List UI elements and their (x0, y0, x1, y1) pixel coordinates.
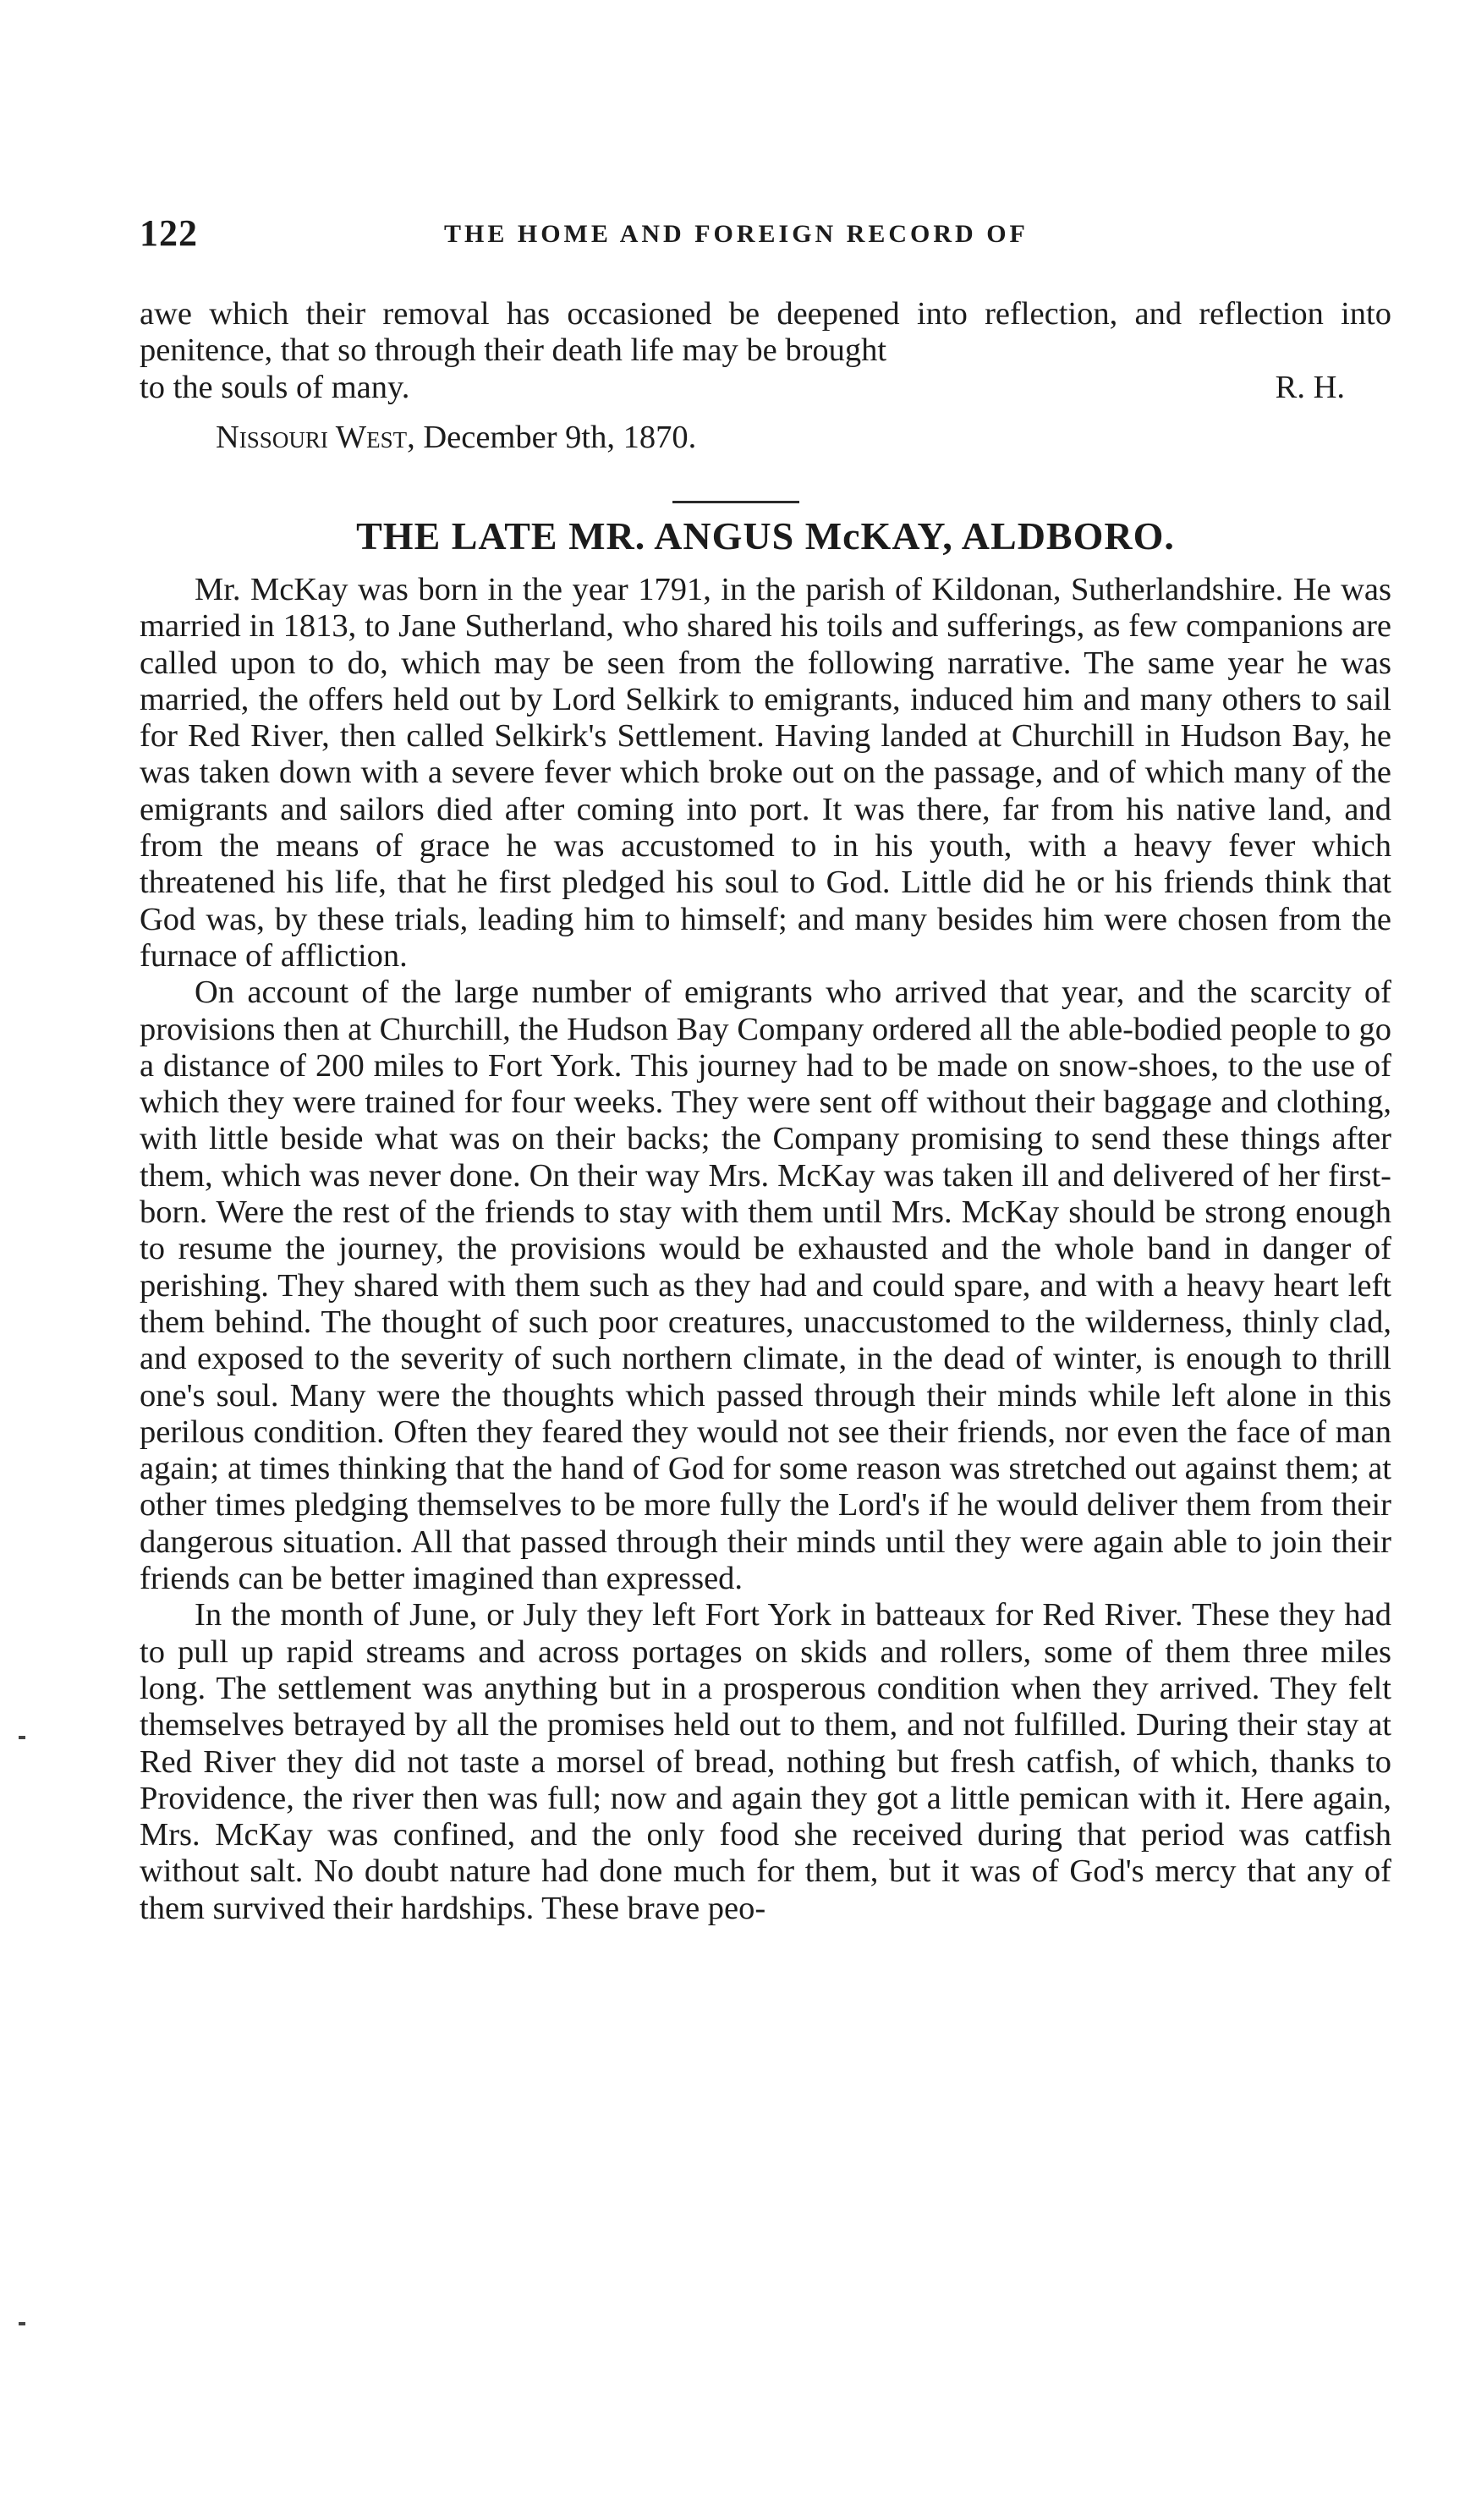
author-initials: R. H. (1275, 369, 1345, 405)
article-title: THE LATE MR. ANGUS McKAY, ALDBORO. (356, 514, 1175, 557)
dateline-place: Nissouri West, (216, 420, 415, 455)
paragraph-2: On account of the large number of emigrants who arrived that year, and the scarcity of provisions then at Churchill, the Hudson Bay Company ordered all the able-bodied people to go a distance of 200 miles to Fort York. This journey had to be made on snow-shoes, to the use of which they were trained for four weeks. They were sent off without their baggage and clothing, with little beside what was on their backs; the Company promising to send these things after them, which was never done. On their way Mrs. McKay was taken ill and delivered of her first-born. Were the rest of the friends to stay with them until Mrs. McKay should be strong enough to resume the journey, the provisions would be exhausted and the whole band in danger of perishing. They shared with them such as they had and could spare, and with a heavy heart left them behind. The thought of such poor creatures, unaccustomed to the wilderness, thinly clad, and exposed to the severity of such northern climate, in the dead of winter, is enough to thrill one's soul. Many were the thoughts which passed through their minds while left alone in this perilous condition. Often they feared they would not see their friends, nor even the face of man again; at times thinking that the hand of God for some reason was stretched out against them; at other times pledging themselves to be more fully the Lord's if he would deliver them from their dangerous situation. All that passed through their minds until they were again able to join their friends can be better imagined than expressed. (140, 975, 1391, 1597)
article-body (140, 572, 1391, 1927)
section-divider (672, 501, 799, 503)
journal-title: THE HOME AND FOREIGN RECORD OF (444, 220, 1029, 248)
margin-mark (19, 1736, 25, 1739)
paragraph-3: In the month of June, or July they left Fort York in batteaux for Red River. These they had to pull up rapid streams and across portages on skids and rollers, some of them three miles long. The settlement was anything but in a prosperous condition when they arrived. They felt themselves betrayed by all the promises held out to them, and not fulfilled. During their stay at Red River they did not taste a morsel of bread, nothing but fresh catfish, of which, thanks to Providence, the river then was full; now and again they got a little pemican with it. Here again, Mrs. McKay was confined, and the only food she received during that period was catfish without salt. No doubt nature had done much for them, but it was of God's mercy that any of them survived their hardships. These brave peo- (140, 1597, 1391, 1926)
margin-mark (19, 2322, 25, 2325)
running-head (140, 211, 1391, 262)
page-number: 122 (140, 212, 198, 254)
previous-article-ending (140, 296, 1391, 406)
previous-article-text: awe which their removal has occasioned be deepened into reflection, and reflection into penitence, that so through their death life may be brought (140, 296, 1391, 369)
previous-article-last-line: to the souls of many. (140, 369, 410, 405)
paragraph-1: Mr. McKay was born in the year 1791, in the parish of Kildonan, Sutherlandshire. He was married in 1813, to Jane Sutherland, who shared his toils and sufferings, as few companions are called upon to do, which may be seen from the following narrative. The same year he was married, the offers held out by Lord Selkirk to emigrants, induced him and many others to sail for Red River, then called Selkirk's Settlement. Having landed at Churchill in Hudson Bay, he was taken down with a severe fever which broke out on the passage, and of which many of the emigrants and sailors died after coming into port. It was there, far from his native land, and from the means of grace he was accustomed to in his youth, with a heavy fever which threatened his life, that he first pledged his soul to God. Little did he or his friends think that God was, by these trials, leading him to himself; and many besides him were chosen from the furnace of affliction. (140, 572, 1391, 974)
signature-line (140, 370, 1391, 406)
dateline-date: December 9th, 1870. (423, 420, 697, 455)
dateline (216, 419, 696, 456)
